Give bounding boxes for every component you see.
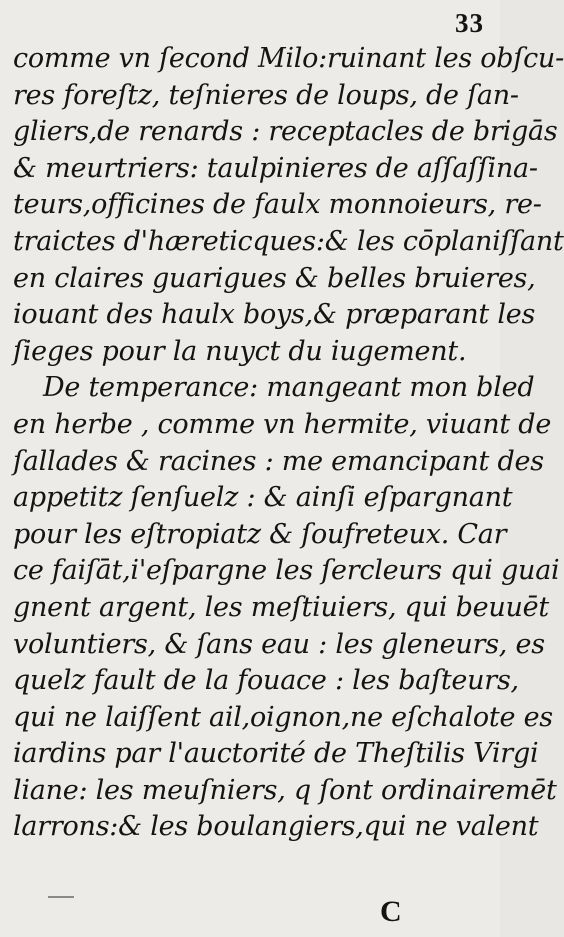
text-line: iardins par l'auctorité de Theſtilis Virgi [13, 738, 539, 770]
text-line: ce faiſāt,i'eſpargne les ſercleurs qui guai [13, 555, 560, 587]
text-line: en claires guarigues & belles bruieres, [13, 262, 536, 294]
text-line: appetitz ſenſuelz : & ainſi eſpargnant [13, 482, 513, 514]
text-line: qui ne laiſſent ail,oignon,ne eſchalote es [13, 701, 553, 733]
text-line: traictes d'hæreticques:& les cōplaniſſant [13, 225, 564, 257]
text-line: comme vn ſecond Milo:ruinant les obſcu- [13, 43, 564, 74]
text-line: voluntiers, & ſans eau : les gleneurs, es [13, 628, 545, 660]
page-number: 33 [455, 8, 484, 38]
text-line: en herbe , comme vn hermite, viuant de [13, 408, 552, 440]
text-line: ſallades & racines : me emancipant des [13, 445, 544, 477]
text-line: gnent argent, les meſtiuiers, qui beuuēt [13, 591, 549, 623]
body-text [13, 41, 564, 846]
bottom-rule [48, 896, 74, 898]
text-line: liane: les meuſniers, q ſont ordinairemēt [13, 774, 557, 806]
text-line: iouant des haulx boys,& præparant les [13, 299, 536, 331]
catchword: C [380, 895, 402, 928]
text-line: pour les eſtropiatz & ſoufreteux. Car [13, 518, 507, 550]
text-line: res foreſtz, teſnieres de loups, de ſan- [13, 79, 519, 111]
text-line: larrons:& les boulangiers,qui ne valent [13, 811, 539, 843]
paragraph-start-line: De temperance: mangeant mon bled [43, 372, 535, 404]
text-line: ſieges pour la nuyct du iugement. [13, 335, 467, 367]
text-line: quelz fault de la fouace : les baſteurs, [13, 665, 519, 697]
text-line: & meurtriers: taulpinieres de aſſaſſina- [13, 152, 538, 184]
text-line: teurs,officines de faulx monnoieurs, re- [13, 189, 542, 221]
text-line: gliers,de renards : receptacles de brigās [13, 116, 558, 148]
